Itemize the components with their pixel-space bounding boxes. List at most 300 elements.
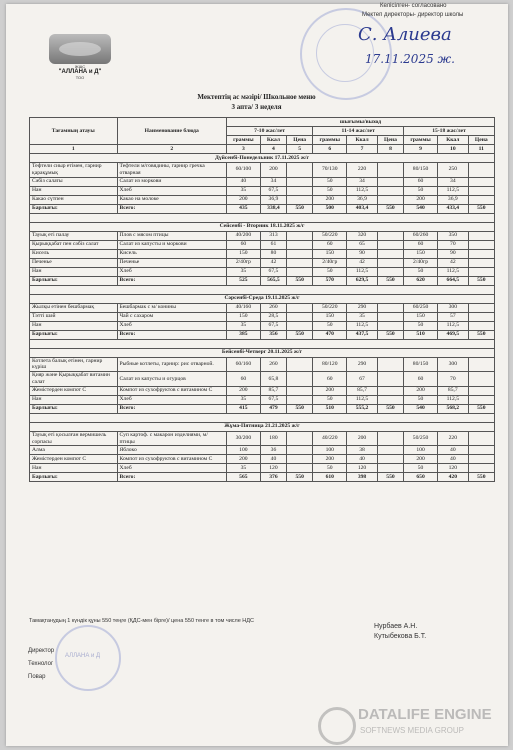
table-cell: 80/150 — [404, 163, 438, 178]
column-number: 6 — [313, 145, 347, 154]
table-cell — [377, 321, 403, 330]
table-cell: 200 — [226, 195, 260, 204]
table-cell: 50 — [313, 186, 347, 195]
table-cell — [287, 231, 313, 240]
table-cell: 35 — [347, 312, 378, 321]
table-cell: Қияр және Қырыққабат витамин салат — [30, 372, 118, 387]
company-stamp — [55, 625, 121, 691]
table-cell — [468, 321, 494, 330]
table-cell: 90 — [347, 249, 378, 258]
total-row — [30, 404, 495, 413]
column-number: 7 — [347, 145, 378, 154]
table-cell: 112,5 — [347, 186, 378, 195]
table-cell: 200 — [347, 431, 378, 446]
table-cell: 2/40гр — [404, 258, 438, 267]
role-technologist: Технолог — [28, 661, 54, 667]
table-cell: Хлеб — [117, 395, 226, 404]
day-title-row — [30, 222, 495, 231]
header-price: Цена — [468, 136, 494, 145]
table-cell — [377, 186, 403, 195]
total-cell: 629,5 — [347, 276, 378, 285]
total-cell: 550 — [468, 404, 494, 413]
total-cell: Барлығы: — [30, 473, 118, 482]
table-cell: 120 — [438, 464, 469, 473]
table-cell: Компот из сухофруктов с витамином С — [117, 386, 226, 395]
table-cell: 112,5 — [438, 267, 469, 276]
header-price: Цена — [287, 136, 313, 145]
total-cell: 500 — [313, 204, 347, 213]
table-cell: 65 — [347, 240, 378, 249]
table-cell: Тауық еті палау — [30, 231, 118, 240]
table-cell: Жемістерден компот С — [30, 455, 118, 464]
column-number: 8 — [377, 145, 403, 154]
table-row — [30, 386, 495, 395]
table-cell: 150 — [313, 312, 347, 321]
day-title-row — [30, 154, 495, 163]
total-row — [30, 330, 495, 339]
table-cell — [287, 240, 313, 249]
table-cell: Салат из капусты и моркови — [117, 240, 226, 249]
table-cell: 60/160 — [226, 357, 260, 372]
day-spacer — [30, 213, 495, 222]
table-cell: 34 — [260, 177, 286, 186]
table-cell: 112,5 — [347, 267, 378, 276]
stamp-text: АЛЛАНА и Д — [65, 653, 101, 659]
table-cell: 250 — [438, 163, 469, 178]
table-cell: Қырыққабат пен сәбіз салат — [30, 240, 118, 249]
table-cell: 60 — [404, 240, 438, 249]
table-cell: 50 — [313, 321, 347, 330]
table-row — [30, 395, 495, 404]
total-cell: 398 — [347, 473, 378, 482]
table-cell — [377, 303, 403, 312]
table-cell — [287, 455, 313, 464]
table-cell: Нан — [30, 395, 118, 404]
table-row — [30, 231, 495, 240]
table-cell: 70/130 — [313, 163, 347, 178]
column-number: 4 — [260, 145, 286, 154]
total-cell: 540 — [404, 204, 438, 213]
table-row — [30, 372, 495, 387]
table-cell: 200 — [226, 455, 260, 464]
table-cell — [287, 195, 313, 204]
table-cell — [468, 231, 494, 240]
total-cell: 479 — [260, 404, 286, 413]
total-cell: 550 — [287, 204, 313, 213]
table-cell: 80/120 — [313, 357, 347, 372]
table-cell — [468, 455, 494, 464]
table-cell: 35 — [226, 186, 260, 195]
table-cell: Жемістерден компот С — [30, 386, 118, 395]
table-cell: 50/250 — [404, 431, 438, 446]
table-cell: 50 — [313, 395, 347, 404]
table-cell: 112,5 — [347, 395, 378, 404]
table-cell: Тауық еті қосылған вермишель сорпасы — [30, 431, 118, 446]
table-cell: Компот из сухофруктов с витамином С — [117, 455, 226, 464]
total-cell: 550 — [468, 330, 494, 339]
table-cell: 112,5 — [438, 321, 469, 330]
table-cell — [468, 446, 494, 455]
table-cell: 120 — [260, 464, 286, 473]
table-cell: Суп картоф. с макарон изделиями, м/ птицы — [117, 431, 226, 446]
table-cell: 60/260 — [404, 231, 438, 240]
header-name-ru: Наименование блюда — [117, 118, 226, 145]
table-cell — [468, 177, 494, 186]
total-cell: 435 — [226, 204, 260, 213]
logo-image — [49, 34, 111, 64]
column-number: 9 — [404, 145, 438, 154]
day-title-row — [30, 294, 495, 303]
total-cell: 565,5 — [260, 276, 286, 285]
table-cell — [468, 240, 494, 249]
table-cell: 60 — [226, 240, 260, 249]
table-row — [30, 177, 495, 186]
table-cell: 85,7 — [347, 386, 378, 395]
table-cell: 200 — [313, 455, 347, 464]
table-cell: 67,5 — [260, 321, 286, 330]
table-cell — [287, 312, 313, 321]
total-cell: Всего: — [117, 276, 226, 285]
table-body — [30, 154, 495, 482]
total-cell: 403,4 — [347, 204, 378, 213]
table-cell: 320 — [347, 231, 378, 240]
table-cell: Хлеб — [117, 186, 226, 195]
table-row — [30, 267, 495, 276]
table-cell — [468, 357, 494, 372]
table-cell: 40 — [226, 177, 260, 186]
table-row — [30, 357, 495, 372]
table-cell: 34 — [347, 177, 378, 186]
table-cell: 61 — [260, 240, 286, 249]
header-price: Цена — [377, 136, 403, 145]
total-cell: 565 — [226, 473, 260, 482]
table-cell: 67 — [347, 372, 378, 387]
header-name-kz: Тағамның атауы — [30, 118, 118, 145]
table-cell: 220 — [347, 163, 378, 178]
table-cell — [377, 357, 403, 372]
table-cell — [468, 267, 494, 276]
table-cell: 200 — [404, 455, 438, 464]
table-cell: 42 — [347, 258, 378, 267]
table-row — [30, 455, 495, 464]
logo-bottom-text: ТОО — [75, 75, 85, 80]
table-cell: 200 — [313, 386, 347, 395]
table-cell — [377, 249, 403, 258]
table-cell: 30/200 — [226, 431, 260, 446]
total-cell: Барлығы: — [30, 330, 118, 339]
day-title-row — [30, 422, 495, 431]
table-cell — [287, 303, 313, 312]
day-spacer — [30, 413, 495, 422]
table-cell: 2/40гр — [226, 258, 260, 267]
column-number: 1 — [30, 145, 118, 154]
table-row — [30, 249, 495, 258]
table-cell: Яблоко — [117, 446, 226, 455]
logo-name: "АЛЛАНА и Д" — [58, 69, 102, 75]
day-title: Сәрсенбі-Среда 19.11.2025 ж/г — [30, 294, 495, 303]
table-cell: Тәтті шәй — [30, 312, 118, 321]
table-cell: 60 — [404, 372, 438, 387]
table-cell — [377, 455, 403, 464]
table-cell: Котлета балық етінен, гарнир күріш — [30, 357, 118, 372]
table-cell: 67,5 — [260, 267, 286, 276]
total-cell: 555,2 — [347, 404, 378, 413]
table-cell — [468, 386, 494, 395]
table-cell: Чай с сахаром — [117, 312, 226, 321]
table-cell: 60 — [313, 372, 347, 387]
total-cell: 470 — [313, 330, 347, 339]
table-cell: 80/150 — [404, 357, 438, 372]
table-cell: 40 — [347, 455, 378, 464]
total-cell: Барлығы: — [30, 204, 118, 213]
table-cell: 2/40гр — [313, 258, 347, 267]
table-cell: Нан — [30, 267, 118, 276]
day-title: Сейсенбі - Вторник 18.11.2025 ж/г — [30, 222, 495, 231]
table-cell — [377, 446, 403, 455]
column-numbers-row — [30, 145, 495, 154]
table-cell: 42 — [260, 258, 286, 267]
table-cell: Какао на молоке — [117, 195, 226, 204]
table-cell: Какао сүтпен — [30, 195, 118, 204]
table-cell: Хлеб — [117, 267, 226, 276]
table-cell: 70 — [438, 372, 469, 387]
table-cell: 50 — [404, 186, 438, 195]
table-cell: 57 — [438, 312, 469, 321]
total-cell: 469,5 — [438, 330, 469, 339]
table-cell: 60 — [404, 177, 438, 186]
table-cell — [287, 395, 313, 404]
table-cell: 200 — [313, 195, 347, 204]
table-cell: 36 — [260, 446, 286, 455]
table-cell: 112,5 — [438, 395, 469, 404]
table-cell: 70 — [438, 240, 469, 249]
table-cell — [287, 464, 313, 473]
table-cell: 120 — [347, 464, 378, 473]
total-cell: 664,5 — [438, 276, 469, 285]
total-cell: Всего: — [117, 330, 226, 339]
table-cell — [468, 249, 494, 258]
day-title: Жұма-Пятница 21.21.2025 ж/г — [30, 422, 495, 431]
table-cell — [287, 386, 313, 395]
table-cell: 300 — [438, 357, 469, 372]
total-cell: 550 — [468, 276, 494, 285]
total-cell: 550 — [377, 404, 403, 413]
table-cell: Хлеб — [117, 464, 226, 473]
table-cell: 260 — [260, 303, 286, 312]
table-cell: 150 — [404, 312, 438, 321]
table-cell — [287, 431, 313, 446]
table-cell — [287, 258, 313, 267]
table-cell: 200 — [404, 386, 438, 395]
total-cell: 356 — [260, 330, 286, 339]
total-cell: 510 — [404, 330, 438, 339]
table-cell: 100 — [313, 446, 347, 455]
table-row — [30, 464, 495, 473]
approval-line-1: Келісілген- согласовано — [380, 3, 447, 9]
total-row — [30, 276, 495, 285]
table-cell: Алма — [30, 446, 118, 455]
table-cell — [287, 249, 313, 258]
table-cell: 150 — [404, 249, 438, 258]
signer-name-2: Кутыбекова Б.Т. — [374, 633, 427, 640]
table-cell: 60 — [313, 240, 347, 249]
total-cell: 550 — [468, 473, 494, 482]
table-cell: Нан — [30, 464, 118, 473]
table-cell: 35 — [226, 464, 260, 473]
table-cell: 60/250 — [404, 303, 438, 312]
table-cell: Печенье — [117, 258, 226, 267]
table-cell: 50 — [404, 321, 438, 330]
header-grams: граммы — [313, 136, 347, 145]
table-cell: 65,8 — [260, 372, 286, 387]
total-cell: 568,2 — [438, 404, 469, 413]
total-cell: 376 — [260, 473, 286, 482]
day-spacer — [30, 285, 495, 294]
table-cell — [287, 177, 313, 186]
table-cell: 40/160 — [226, 303, 260, 312]
watermark — [318, 704, 508, 744]
table-cell — [377, 386, 403, 395]
day-title: Бейсенбі-Четверг 20.11.2025 ж/г — [30, 348, 495, 357]
table-cell: 50 — [313, 267, 347, 276]
table-cell: 40/200 — [226, 231, 260, 240]
table-row — [30, 258, 495, 267]
table-cell: 50 — [404, 267, 438, 276]
header-age-1: 7-10 жас/лет — [226, 127, 312, 136]
table-cell — [287, 186, 313, 195]
table-cell: Плов с мясом птицы — [117, 231, 226, 240]
table-cell: 313 — [260, 231, 286, 240]
table-cell: 150 — [226, 312, 260, 321]
signature-date: 17.11.2025 ж. — [365, 52, 455, 66]
table-cell: 200 — [226, 386, 260, 395]
table-cell — [377, 464, 403, 473]
total-cell: 550 — [377, 276, 403, 285]
header-age-3: 15-18 жас/лет — [404, 127, 495, 136]
total-cell: 510 — [313, 404, 347, 413]
table-cell: 50/220 — [313, 231, 347, 240]
total-cell: Барлығы: — [30, 276, 118, 285]
table-cell: 290 — [347, 357, 378, 372]
week-title: 3 апта/ 3 неделя — [231, 103, 282, 111]
table-cell: 180 — [260, 431, 286, 446]
total-cell: 540 — [404, 404, 438, 413]
total-cell: 420 — [438, 473, 469, 482]
table-cell — [468, 163, 494, 178]
table-cell: 100 — [404, 446, 438, 455]
table-cell: 260 — [260, 357, 286, 372]
table-cell — [468, 431, 494, 446]
total-cell: 550 — [287, 404, 313, 413]
total-cell: 525 — [226, 276, 260, 285]
table-cell: 50 — [404, 395, 438, 404]
table-cell: Рыбные котлеты, гарнир: рис отварной. — [117, 357, 226, 372]
table-row — [30, 195, 495, 204]
total-cell: Всего: — [117, 404, 226, 413]
table-cell — [287, 446, 313, 455]
table-cell — [468, 186, 494, 195]
table-row — [30, 186, 495, 195]
table-cell — [377, 177, 403, 186]
menu-title: Мектептің ас мәзірі/ Школьное меню — [197, 93, 316, 101]
table-cell: Кисель — [117, 249, 226, 258]
day-title: Дүйсенбі-Понедельник 17.11.2025 ж/г — [30, 154, 495, 163]
table-cell: 67,5 — [260, 186, 286, 195]
table-row — [30, 163, 495, 178]
table-cell: 300 — [438, 303, 469, 312]
table-cell: Салат из капусты и огурцов — [117, 372, 226, 387]
table-cell: 50 — [313, 177, 347, 186]
column-number: 5 — [287, 145, 313, 154]
total-cell: 550 — [287, 276, 313, 285]
table-cell: Тефтели м/говядины, гарнир гречка отварная — [117, 163, 226, 178]
table-cell — [377, 395, 403, 404]
table-cell — [468, 195, 494, 204]
watermark-subtitle: SOFTNEWS MEDIA GROUP — [360, 726, 465, 735]
table-cell: 112,5 — [347, 321, 378, 330]
table-cell — [377, 258, 403, 267]
total-cell: 550 — [468, 204, 494, 213]
table-cell: 35 — [226, 267, 260, 276]
logo-top-text: ЖШС — [74, 64, 86, 69]
table-cell: 85,7 — [260, 386, 286, 395]
table-cell — [377, 231, 403, 240]
column-number: 11 — [468, 145, 494, 154]
table-cell: 36,9 — [438, 195, 469, 204]
table-cell: 38 — [347, 446, 378, 455]
table-cell: 100 — [226, 446, 260, 455]
approval-line-2: Мектеп директоры- директор школы — [362, 12, 464, 18]
total-cell: 550 — [377, 204, 403, 213]
day-spacer — [30, 339, 495, 348]
table-cell — [377, 312, 403, 321]
table-cell: 34 — [438, 177, 469, 186]
table-cell: 35 — [226, 395, 260, 404]
table-cell: 67,5 — [260, 395, 286, 404]
table-cell: 42 — [438, 258, 469, 267]
table-cell — [468, 372, 494, 387]
table-cell — [377, 195, 403, 204]
total-cell: 550 — [377, 330, 403, 339]
day-title-row — [30, 348, 495, 357]
table-cell: Жылқы етінен бешбармақ — [30, 303, 118, 312]
total-row — [30, 473, 495, 482]
table-cell: 35 — [226, 321, 260, 330]
table-cell: 36,9 — [260, 195, 286, 204]
table-cell — [287, 267, 313, 276]
table-cell: 50 — [404, 464, 438, 473]
watermark-logo-icon — [318, 707, 356, 745]
watermark-title: DATALIFE ENGINE — [358, 706, 492, 723]
table-cell — [377, 163, 403, 178]
table-cell: Тефтели сиыр етімен, гарнир қарақұмық — [30, 163, 118, 178]
table-cell: Печенье — [30, 258, 118, 267]
company-logo — [46, 34, 114, 92]
table-cell: 90 — [438, 249, 469, 258]
table-row — [30, 240, 495, 249]
table-cell: 80 — [260, 249, 286, 258]
header-grams: граммы — [226, 136, 260, 145]
table-cell: 50 — [313, 464, 347, 473]
table-cell: 60/100 — [226, 163, 260, 178]
total-cell: 550 — [287, 473, 313, 482]
total-cell: 437,5 — [347, 330, 378, 339]
table-cell: 350 — [438, 231, 469, 240]
table-cell: 36,9 — [347, 195, 378, 204]
table-cell — [287, 357, 313, 372]
table-cell: 40 — [438, 446, 469, 455]
menu-table — [29, 117, 495, 482]
